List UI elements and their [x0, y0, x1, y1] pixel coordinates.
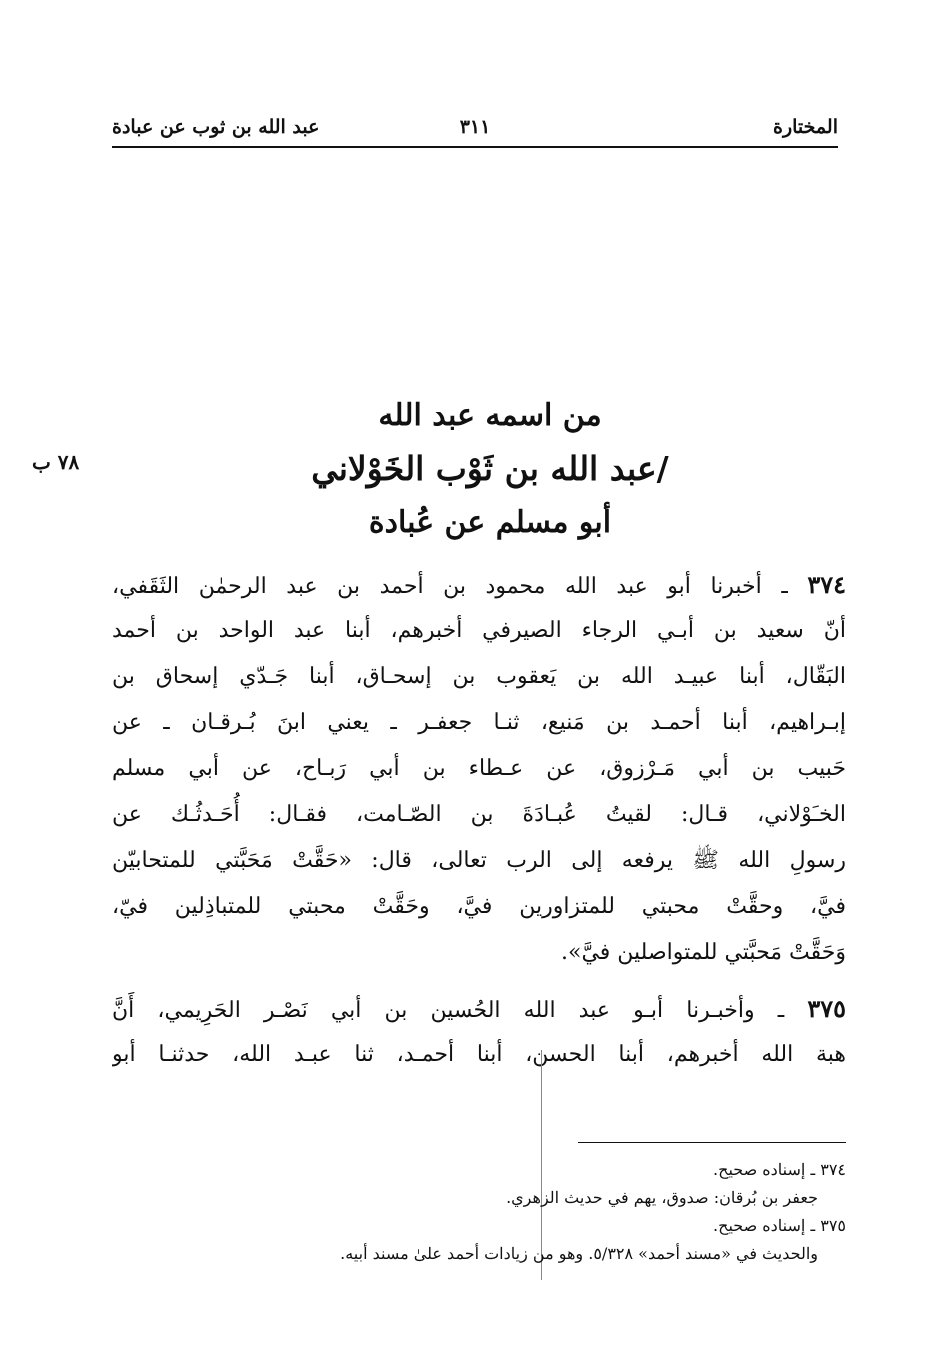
heading-line-2: /عبد الله بن ثَوْب الخَوْلاني	[311, 449, 669, 488]
hadith-374-line-9: وَحَقَّتْ مَحبَّتي للمتواصلين فيَّ».	[560, 940, 846, 965]
hadith-375-number: ٣٧٥	[807, 994, 846, 1023]
footnote-separator	[578, 1142, 846, 1143]
hadith-374-line-7: رسولِ الله ﷺ يرفعه إلى الرب تعالى، قال: «حَقَّتْ مَحَبَّتي للمتحابيّن	[112, 848, 846, 873]
hadith-374-line-3: البَقّال، أبنا عبيـد الله بن يَعقوب بن إسحـاق، أبنا جَـدّي إسحاق بن	[112, 664, 846, 689]
hadith-374-line-6: الخـَوْلاني، قـال: لقيتُ عُبـادَةَ بن الصّـامت، فقـال: أُحَـدثُـك عن	[112, 802, 846, 827]
hadith-375-line-1: ٣٧٥ ـ وأخبـرنا أبـو عبد الله الحُسين بن أبي نَصْـر الحَرِيمي، أَنَّ	[112, 994, 846, 1023]
hadith-374-line-4: إبـراهيم، أبنا أحمـد بن مَنيع، ثنـا جعفـر ـ يعني ابنَ بُـرقـان ـ عن	[112, 710, 846, 735]
footnote-374-detail: جعفر بن بُرقان: صدوق، يهم في حديث الزهري.	[506, 1188, 818, 1207]
footnotes	[112, 1156, 846, 1268]
hadith-374-line-8: فيَّ، وحقَّتْ محبتي للمتزاورين فيَّ، وحَقَّتْ محبتي للمتباذِلين فيّ،	[112, 894, 846, 919]
running-header	[112, 112, 838, 148]
chapter-heading	[180, 390, 800, 550]
page-number: ٣١١	[459, 116, 491, 138]
manuscript-folio-note: ٧٨ ب	[32, 450, 80, 474]
header-section-title: عبد الله بن ثوب عن عبادة	[112, 116, 320, 138]
main-text	[112, 562, 846, 1078]
hadith-374-line-1: ٣٧٤ ـ أخبرنا أبو عبد الله محمود بن أحمد بن عبد الرحمٰن الثَقَفي،	[112, 570, 846, 599]
header-book-title: المختارة	[773, 116, 838, 138]
footnote-375: ٣٧٥ ـ إسناده صحيح.	[713, 1216, 846, 1235]
hadith-374-line-2: أنّ سعيد بن أبـي الرجاء الصيرفي أخبرهم، أبنا عبد الواحد بن أحمد	[112, 618, 846, 643]
footnote-375-detail: والحديث في «مسند أحمد» ٥/٣٢٨. وهو من زيادات أحمد علىٰ مسند أبيه.	[340, 1244, 818, 1263]
heading-line-3: أبو مسلم عن عُبادة	[368, 505, 612, 540]
footnote-374: ٣٧٤ ـ إسناده صحيح.	[713, 1160, 846, 1179]
hadith-375-line-2: هبة الله أخبرهم، أبنا الحسن، أبنا أحمـد، ثنا عبـد الله، حدثنـا أبو	[112, 1042, 846, 1067]
hadith-374-number: ٣٧٤	[807, 570, 846, 599]
hadith-374-line-5: حَبيب بن أبي مَـرْزوق، عن عـطاء بن أبي رَبـاح، عن أبي مسلم	[112, 756, 846, 781]
heading-line-1: من اسمه عبد الله	[378, 398, 602, 433]
